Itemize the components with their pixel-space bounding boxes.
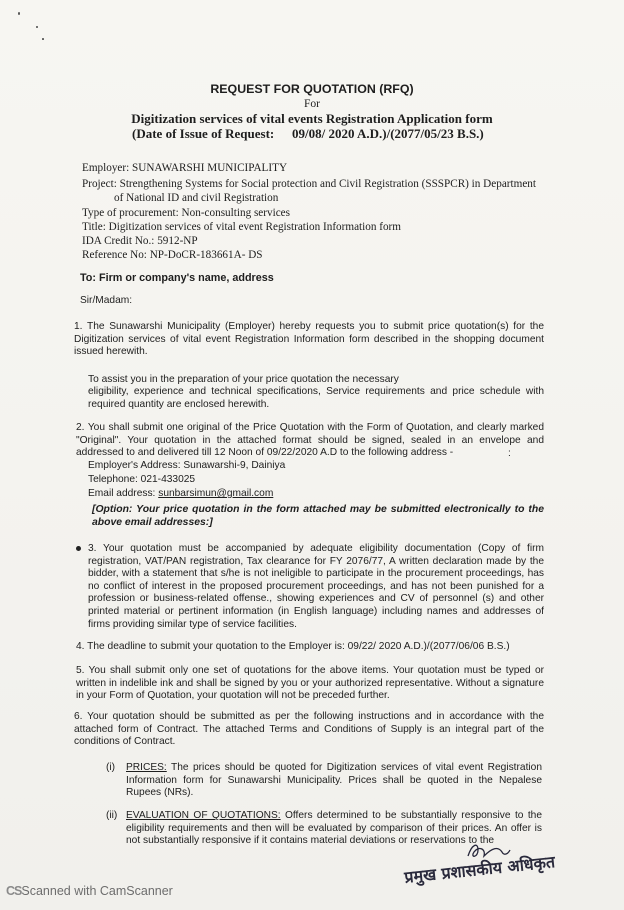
camscanner-watermark	[6, 884, 173, 898]
prices-heading: PRICES:	[126, 762, 167, 773]
to-line: To: Firm or company's name, address	[80, 272, 274, 284]
salutation: Sir/Madam:	[80, 295, 133, 306]
meta-project-line2: of National ID and civil Registration	[114, 192, 279, 204]
paragraph-1b-line1: To assist you in the preparation of your price quotation the necessary	[88, 374, 399, 385]
paragraph-6: 6. Your quotation should be submitted as per the following instructions and in accordance with the attached form of Contract. The attached Terms and Conditions of Supply is an integral part of the conditions of Contract.	[74, 711, 544, 748]
electronic-submission-option: [Option: Your price quotation in the form attached may be submitted electronically to the above email addresses:]	[92, 504, 544, 528]
sub-item-ii-number: (ii)	[106, 810, 118, 821]
sub-item-i-number: (i)	[106, 762, 116, 773]
paragraph-4: 4. The deadline to submit your quotation to the Employer is: 09/22/ 2020 A.D.)/(2077/06/06 B.S.)	[76, 641, 510, 652]
email-label: Email address:	[88, 488, 159, 499]
paragraph-5: 5. You shall submit only one set of quotations for the above items. Your quotation must be typed or written in indelible ink and shall be signed by you or your authorized representative. Without a signature in your Form of Quotation, your quotation will not be preceded further.	[76, 665, 544, 702]
prices-text: The prices should be quoted for Digitization services of vital event Registration Information form for Sunawarshi Municipality. Prices shall be quoted in the Nepalese Rupees (NRs).	[126, 762, 542, 799]
official-stamp: प्रमुख प्रशासकीय अधिकृत	[403, 852, 556, 887]
meta-project-line1: Project: Strengthening Systems for Social protection and Civil Registration (SSSPCR) in Department	[82, 178, 536, 190]
email-link[interactable]: sunbarsimun@gmail.com	[158, 488, 274, 499]
evaluation-text: Offers determined to be substantially responsive to the eligibility requirements and then will be evaluated by comparison of their prices. An offer is not substantially responsive if it contains material deviations or reservations to the	[126, 810, 542, 847]
paragraph-2-colon: :	[508, 448, 511, 459]
meta-title: Title: Digitization services of vital event Registration Information form	[82, 221, 401, 233]
meta-ida-credit: IDA Credit No.: 5912-NP	[82, 235, 198, 247]
sub-item-i	[126, 762, 542, 800]
scan-speck	[42, 38, 44, 40]
scan-speck	[18, 12, 20, 15]
employer-address: Employer's Address: Sunawarshi-9, Dainiya	[88, 460, 286, 471]
bullet-marker	[76, 546, 81, 551]
document-for: For	[303, 97, 321, 110]
paragraph-1: 1. The Sunawarshi Municipality (Employer) hereby requests you to submit price quotation(s) for the Digitization services of vital event Registration Information form described in the shopping document issued herewith.	[74, 321, 544, 358]
meta-employer: Employer: SUNAWARSHI MUNICIPALITY	[82, 162, 288, 174]
employer-telephone: Telephone: 021-433025	[88, 474, 196, 485]
meta-reference: Reference No: NP-DoCR-183661A- DS	[82, 249, 263, 261]
paragraph-3: 3. Your quotation must be accompanied by adequate eligibility documentation (Copy of firm registration, VAT/PAN registration, Tax clearance for FY 2076/77, A written declaration made by the bidder, with a statement that s/he is not ineligible to participate in the procurement proceedings, has no conflict of interest in the proposed procurement proceedings, and has not been punished for a profession or business-related offense., showing experiences and CV of personnel (s) and other printed material or pertinent information (in English language) including names and addresses of firms providing similar type of service facilities.	[88, 543, 544, 630]
scan-speck	[36, 26, 38, 28]
document-subject: Digitization services of vital events Registration Application form	[131, 111, 493, 126]
meta-procurement-type: Type of procurement: Non-consulting services	[82, 207, 290, 219]
evaluation-heading: EVALUATION OF QUOTATIONS:	[126, 810, 281, 821]
camscanner-logo: CS	[6, 884, 22, 898]
issue-date-value: 09/08/ 2020 A.D.)/(2077/05/23 B.S.)	[292, 126, 484, 141]
camscanner-text: Scanned with CamScanner	[21, 884, 173, 898]
issue-date-label: (Date of Issue of Request:	[132, 126, 275, 141]
paragraph-1b: eligibility, experience and technical specifications, Service requirements and price schedule with required quantity are enclosed herewith.	[88, 386, 544, 410]
paragraph-2: 2. You shall submit one original of the Price Quotation with the Form of Quotation, and clearly marked "Original". Your quotation in the attached format should be signed, sealed in an envelope and addressed to and delivered till 12 Noon of 09/22/2020 A.D to the following address -	[76, 422, 544, 459]
document-title: REQUEST FOR QUOTATION (RFQ)	[210, 82, 414, 96]
